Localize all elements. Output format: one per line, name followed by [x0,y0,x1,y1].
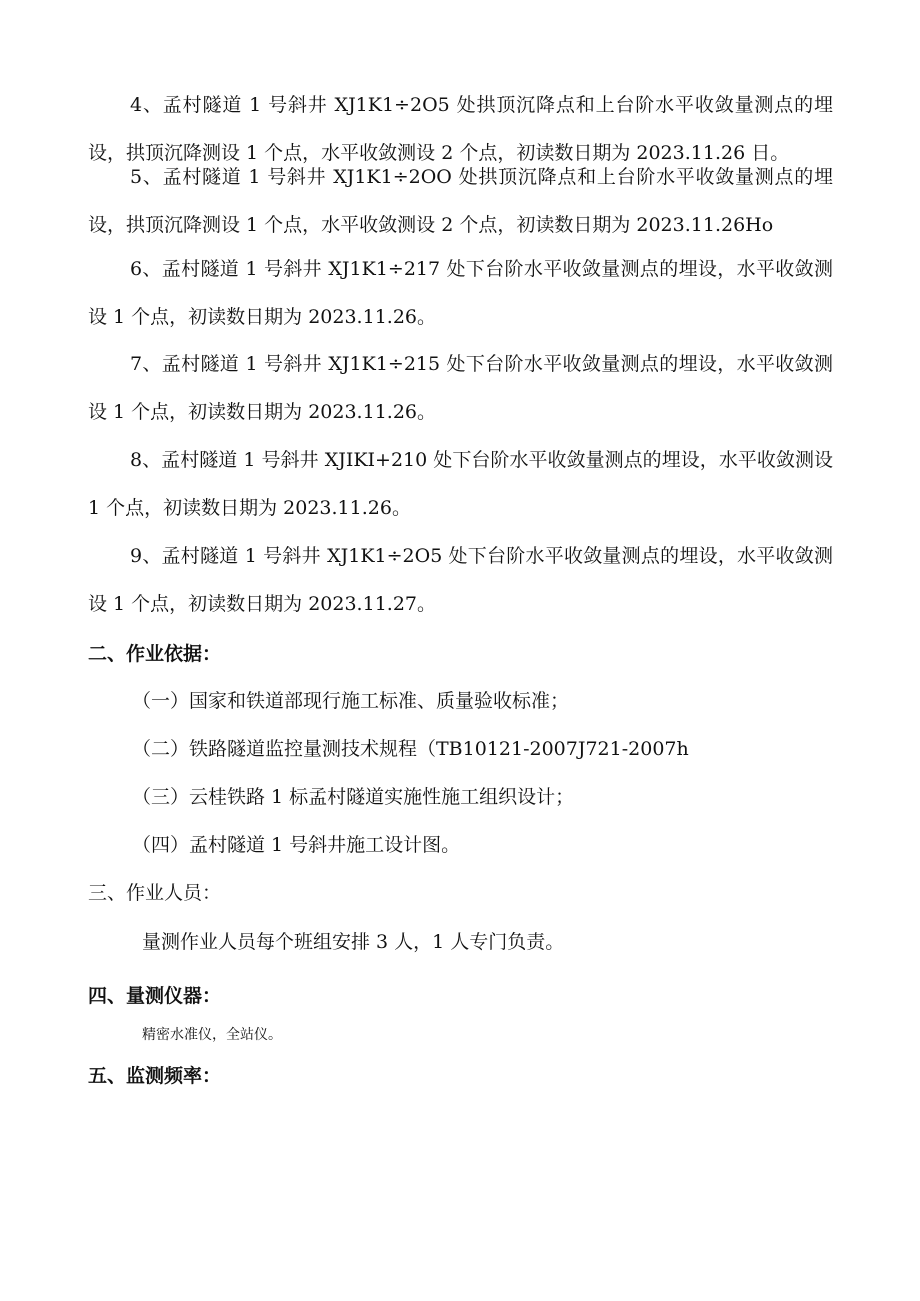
list-item-4: 4、孟村隧道 1 号斜井 XJ1K1÷2O5 处拱顶沉降点和上台阶水平收敛量测点的埋设，拱顶沉降测设 1 个点，水平收敛测设 2 个点，初读数日期为 2023.11.26 日。 [88,94,833,164]
basis-item-4: （四）孟村隧道 1 号斜井施工设计图。 [132,834,461,856]
list-item-9: 9、孟村隧道 1 号斜井 XJ1K1÷2O5 处下台阶水平收敛量测点的埋设，水平收敛测设 1 个点，初读数日期为 2023.11.27。 [88,545,833,615]
section-heading-staff: 三、作业人员： [88,882,222,904]
section-heading-frequency: 五、监测频率： [88,1065,222,1087]
list-item-5: 5、孟村隧道 1 号斜井 XJ1K1÷2OO 处拱顶沉降点和上台阶水平收敛量测点的埋设，拱顶沉降测设 1 个点，水平收敛测设 2 个点，初读数日期为 2023.11.26Ho [88,166,833,236]
staff-text: 量测作业人员每个班组安排 3 人，1 人专门负责。 [142,931,565,953]
list-item-7: 7、孟村隧道 1 号斜井 XJ1K1÷215 处下台阶水平收敛量测点的埋设，水平收敛测设 1 个点，初读数日期为 2023.11.26。 [88,353,833,423]
basis-item-1: （一）国家和铁道部现行施工标准、质量验收标准； [132,690,570,712]
basis-item-2: （二）铁路隧道监控量测技术规程（TB10121-2007J721-2007h [132,738,689,760]
section-heading-instruments: 四、量测仪器： [88,985,222,1007]
list-item-6: 6、孟村隧道 1 号斜井 XJ1K1÷217 处下台阶水平收敛量测点的埋设，水平收敛测设 1 个点，初读数日期为 2023.11.26。 [88,258,833,328]
instruments-text: 精密水准仪，全站仪。 [142,1027,282,1043]
basis-item-3: （三）云桂铁路 1 标孟村隧道实施性施工组织设计； [132,786,575,808]
list-item-8: 8、孟村隧道 1 号斜井 XJIKI+210 处下台阶水平收敛量测点的埋设，水平收敛测设 1 个点，初读数日期为 2023.11.26。 [88,449,833,519]
section-heading-basis: 二、作业依据： [88,643,222,665]
